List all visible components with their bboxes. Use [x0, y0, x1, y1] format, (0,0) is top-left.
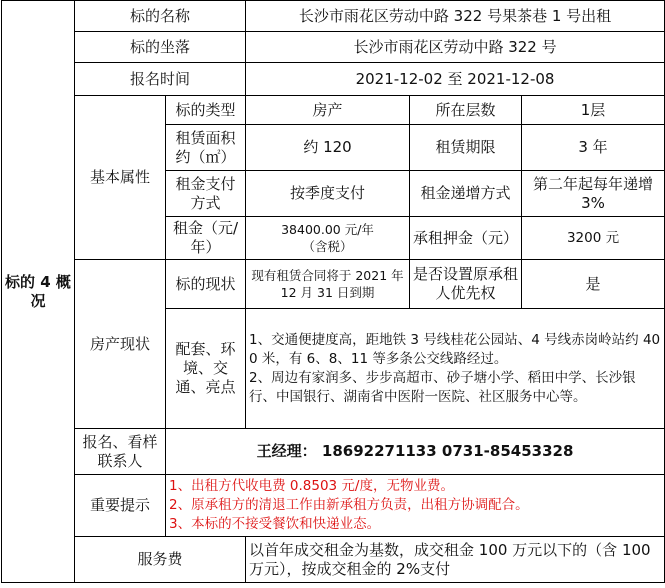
rent-value: 38400.00 元/年	[281, 222, 374, 237]
type-value: 房产	[246, 96, 410, 125]
notice-label: 重要提示	[75, 475, 166, 537]
increase-value: 第二年起每年递增3%	[522, 171, 665, 217]
type-label: 标的类型	[166, 96, 246, 125]
current-value: 现有租赁合同将于 2021 年 12 月 31 日到期	[246, 260, 410, 309]
signup-time-label: 报名时间	[75, 63, 246, 96]
deposit-value: 3200 元	[522, 217, 665, 260]
name-value: 长沙市雨花区劳动中路 322 号果茶巷 1 号出租	[246, 1, 665, 32]
rent-value-cell	[246, 217, 410, 260]
floor-label: 所在层数	[410, 96, 522, 125]
signup-time-value: 2021-12-02 至 2021-12-08	[246, 63, 665, 96]
notice-item-1: 1、出租方代收电费 0.8503 元/度，无物业费。	[169, 478, 454, 494]
facilities-line-1: 1、交通便捷度高，距地铁 3 号线桂花公园站、4 号线赤岗岭站约 400 米，有 6、8、11 等多条公交线路经过。	[249, 331, 661, 367]
facilities-cell	[246, 309, 665, 429]
priority-label: 是否设置原承租人优先权	[410, 260, 522, 309]
priority-value: 是	[522, 260, 665, 309]
facilities-line-2: 2、周边有家润多、步步高超市、砂子塘小学、稻田中学、长沙银行、中国银行、湖南省中医附一医院、社区服务中心等。	[249, 369, 636, 405]
property-info-table	[1, 0, 665, 583]
facilities-label: 配套、环境、交通、亮点	[166, 309, 246, 429]
deposit-label: 承租押金（元）	[410, 217, 522, 260]
rent-note: （含税）	[302, 239, 353, 254]
side-title: 标的 4 概况	[2, 1, 75, 583]
term-value: 3 年	[522, 125, 665, 171]
area-value: 约 120	[246, 125, 410, 171]
area-label: 租赁面积约（㎡）	[166, 125, 246, 171]
contact-label: 报名、看样联系人	[75, 429, 166, 475]
payment-value: 按季度支付	[246, 171, 410, 217]
fee-value: 以首年成交租金为基数，成交租金 100 万元以下的（含 100 万元），按成交租金的 2%支付	[246, 537, 665, 583]
current-label: 标的现状	[166, 260, 246, 309]
status-group-label: 房产现状	[75, 260, 166, 429]
contact-value: 王经理： 18692271133 0731-85453328	[166, 429, 665, 475]
notice-item-3: 3、本标的不接受餐饮和快递业态。	[169, 516, 381, 532]
notice-cell	[166, 475, 665, 537]
floor-value: 1层	[522, 96, 665, 125]
notice-item-2: 2、原承租方的清退工作由新承租方负责，出租方协调配合。	[169, 497, 529, 513]
name-label: 标的名称	[75, 1, 246, 32]
fee-label: 服务费	[75, 537, 246, 583]
increase-label: 租金递增方式	[410, 171, 522, 217]
location-label: 标的坐落	[75, 32, 246, 63]
rent-label: 租金（元/年）	[166, 217, 246, 260]
term-label: 租赁期限	[410, 125, 522, 171]
payment-label: 租金支付方式	[166, 171, 246, 217]
basic-group-label: 基本属性	[75, 96, 166, 260]
location-value: 长沙市雨花区劳动中路 322 号	[246, 32, 665, 63]
